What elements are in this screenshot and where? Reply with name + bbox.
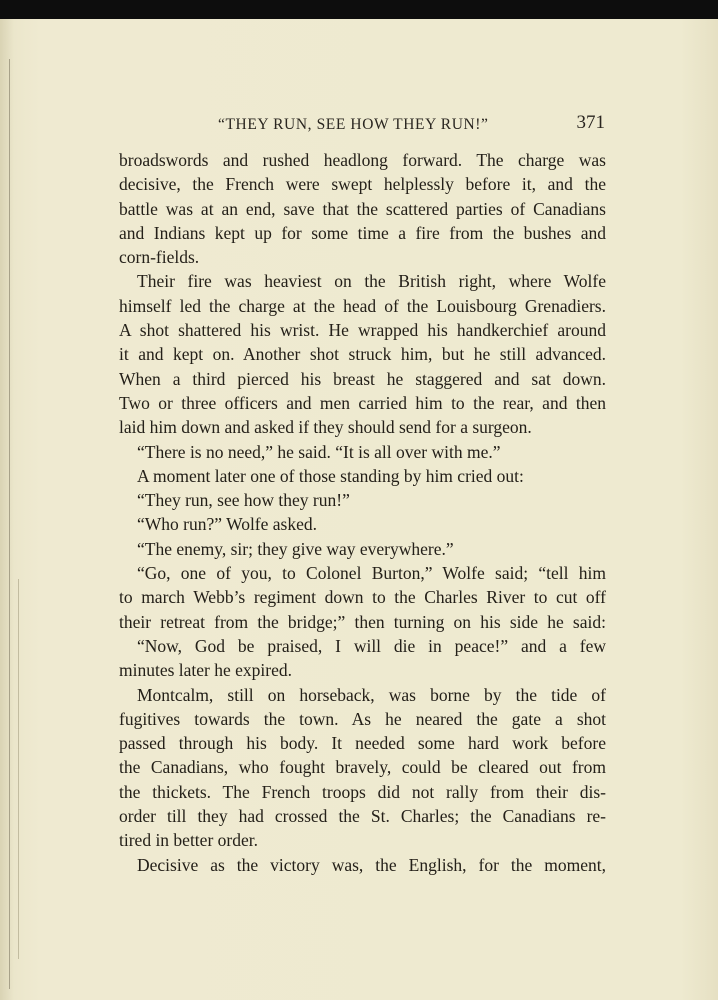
- text-line: laid him down and asked if they should send for a surgeon.: [119, 417, 532, 438]
- text-line: their retreat from the bridge;” then turning on his side he said:: [119, 611, 606, 632]
- text-line: Montcalm, still on horseback, was borne by the tide of: [137, 684, 606, 705]
- page-gutter-edge: [9, 59, 10, 989]
- text-line: “Go, one of you, to Colonel Burton,” Wolfe said; “tell him: [137, 563, 606, 584]
- text-line: A shot shattered his wrist. He wrapped his handkerchief around: [119, 320, 606, 341]
- text-line: “There is no need,” he said. “It is all over with me.”: [137, 441, 501, 462]
- text-line: “Now, God be praised, I will die in peace!” and a few: [137, 635, 606, 656]
- text-line: broadswords and rushed headlong forward. The charge was: [119, 150, 606, 170]
- text-line: Two or three officers and men carried him to the rear, and then: [119, 392, 606, 413]
- text-line: “They run, see how they run!”: [137, 490, 350, 511]
- text-line: “The enemy, sir; they give way everywhere.”: [137, 538, 454, 559]
- text-line: decisive, the French were swept helplessly before it, and the: [119, 174, 606, 195]
- text-line: passed through his body. It needed some hard work before: [119, 733, 606, 754]
- text-line: to march Webb’s regiment down to the Charles River to cut off: [119, 587, 606, 608]
- text-line: Their fire was heaviest on the British right, where Wolfe: [137, 271, 606, 292]
- text-line: it and kept on. Another shot struck him, but he still advanced.: [119, 344, 606, 365]
- text-line: battle was at an end, save that the scattered parties of Canadians: [119, 198, 606, 219]
- text-line: and Indians kept up for some time a fire from the bushes and: [119, 222, 606, 243]
- text-line: fugitives towards the town. As he neared the gate a shot: [119, 708, 606, 729]
- text-line: the Canadians, who fought bravely, could be cleared out from: [119, 757, 606, 778]
- text-line: When a third pierced his breast he staggered and sat down.: [119, 368, 606, 389]
- text-line: order till they had crossed the St. Charles; the Canadians re-: [119, 806, 606, 827]
- text-line: himself led the charge at the head of the Louisbourg Grenadiers.: [119, 295, 606, 316]
- running-head: “THEY RUN, SEE HOW THEY RUN!”: [218, 116, 489, 133]
- text-line: Decisive as the victory was, the English, for the moment,: [137, 854, 606, 875]
- page-number: 371: [576, 112, 605, 133]
- text-line: corn-fields.: [119, 247, 200, 268]
- scan-top-edge: [0, 0, 718, 19]
- page-header: [120, 100, 605, 133]
- text-line: A moment later one of those standing by him cried out:: [137, 465, 524, 486]
- text-line: the thickets. The French troops did not rally from their dis-: [119, 781, 606, 802]
- body-text: [119, 148, 606, 877]
- page-gutter-edge-inner: [18, 579, 19, 959]
- text-line: “Who run?” Wolfe asked.: [137, 514, 317, 535]
- text-line: tired in better order.: [119, 830, 258, 851]
- text-line: minutes later he expired.: [119, 660, 292, 681]
